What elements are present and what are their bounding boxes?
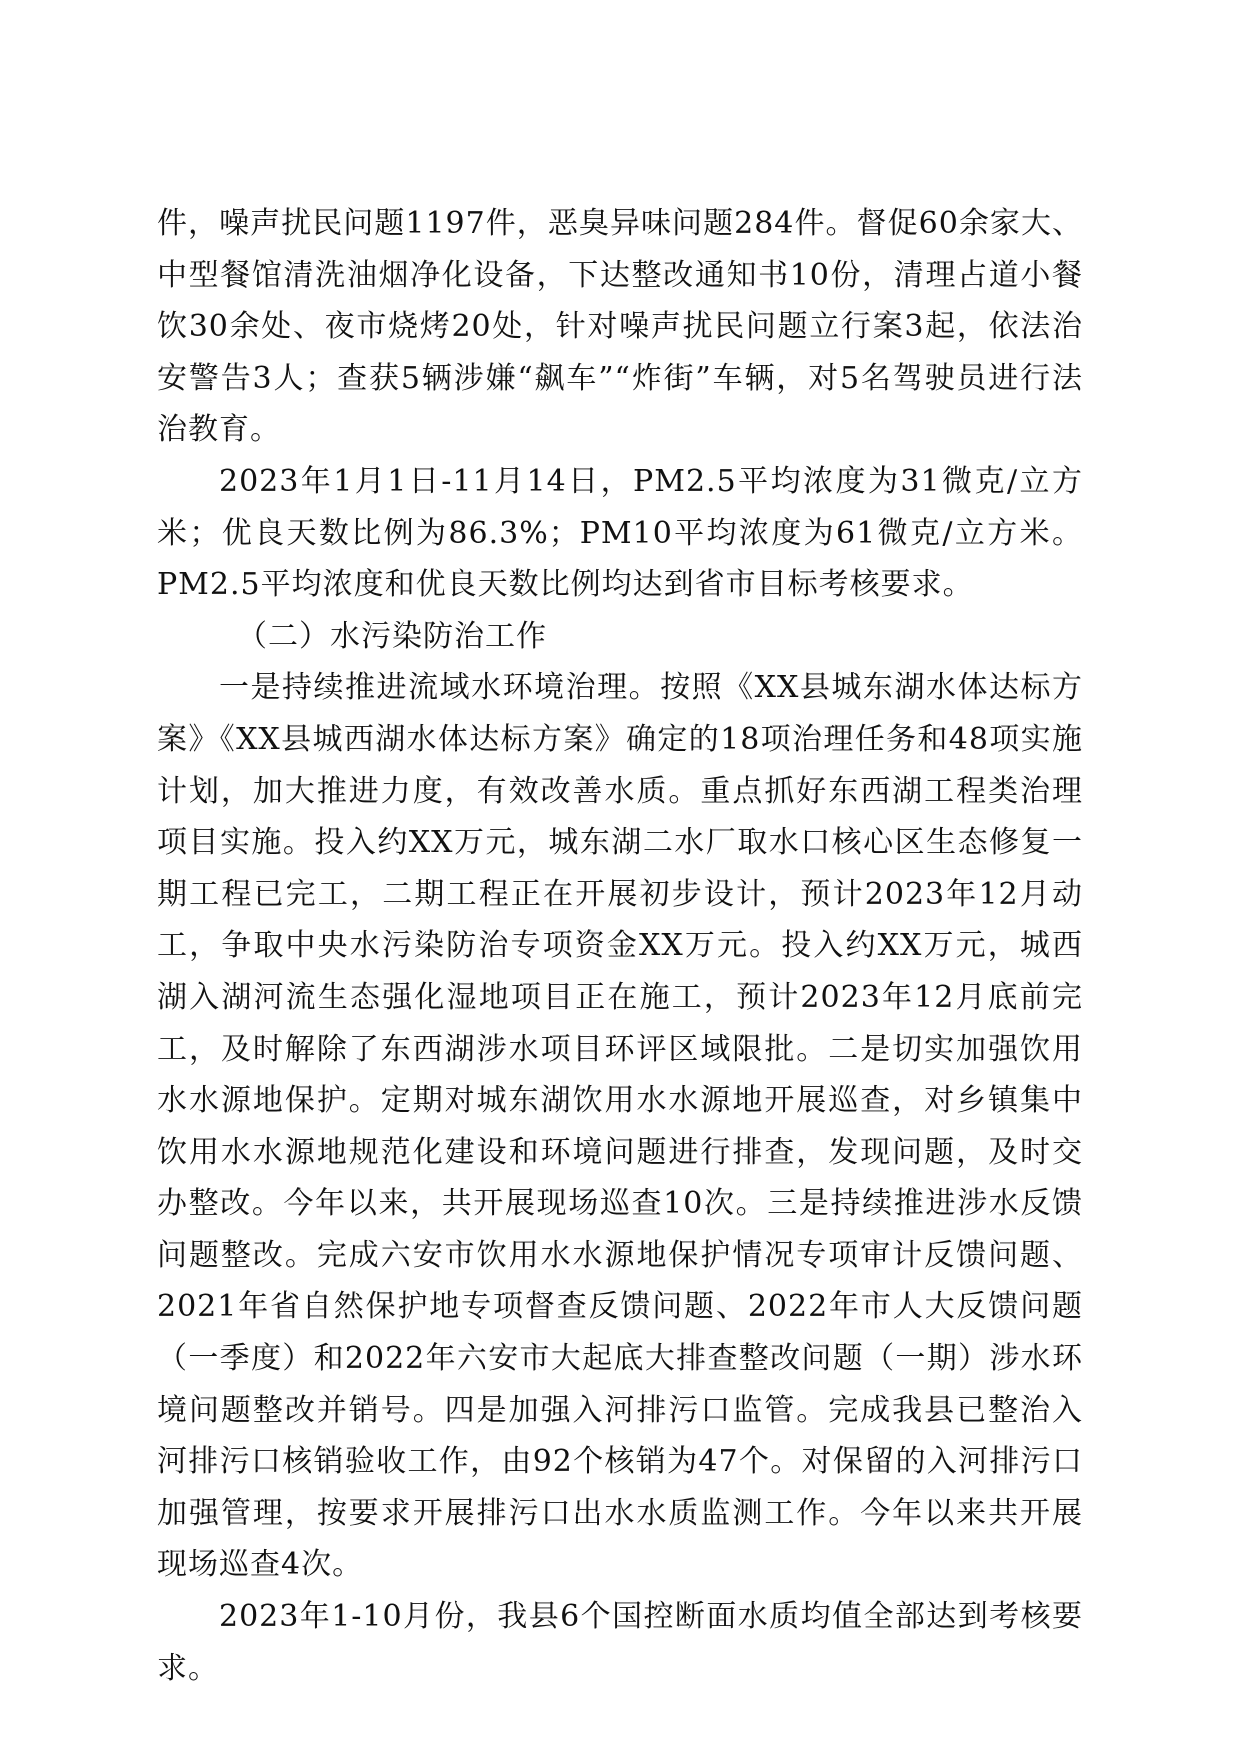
section-heading-water-pollution: （二）水污染防治工作 xyxy=(237,618,547,654)
paragraph-water-governance: 一是持续推进流域水环境治理。按照《XX县城东湖水体达标方案》《XX县城西湖水体达标方案》确定的18项治理任务和48项实施计划，加大推进力度，有效改善水质。重点抓好东西湖工程类治理项目实施。投入约XX万元，城东湖二水厂取水口核心区生态修复一期工程已完工，二期工程正在开展初步设计，预计2023年12月动工，争取中央水污染防治专项资金XX万元。投入约XX万元，城西湖入湖河流生态强化湿地项目正在施工，预计2023年12月底前完工，及时解除了东西湖涉水项目环评区域限批。二是切实加强饮用水水源地保护。定期对城东湖饮用水水源地开展巡查，对乡镇集中饮用水水源地规范化建设和环境问题进行排查，发现问题，及时交办整改。今年以来，共开展现场巡查10次。三是持续推进涉水反馈问题整改。完成六安市饮用水水源地保护情况专项审计反馈问题、2021年省自然保护地专项督查反馈问题、2022年市人大反馈问题（一季度）和2022年六安市大起底大排查整改问题（一期）涉水环境问题整改并销号。四是加强入河排污口监管。完成我县已整治入河排污口核销验收工作，由92个核销为47个。对保留的入河排污口加强管理，按要求开展排污口出水水质监测工作。今年以来共开展现场巡查4次。 xyxy=(157,670,1083,1583)
paragraph-water-quality-result: 2023年1-10月份，我县6个国控断面水质均值全部达到考核要求。 xyxy=(157,1599,1083,1686)
paragraph-air-quality-stats: 2023年1月1日-11月14日，PM2.5平均浓度为31微克/立方米；优良天数比例为86.3%；PM10平均浓度为61微克/立方米。PM2.5平均浓度和优良天数比例均达到省市目标考核要求。 xyxy=(157,463,1083,603)
paragraph-noise-complaints: 件，噪声扰民问题1197件，恶臭异味问题284件。督促60余家大、中型餐馆清洗油烟净化设备，下达整改通知书10份，清理占道小餐饮30余处、夜市烧烤20处，针对噪声扰民问题立行案3起，依法治安警告3人；查获5辆涉嫌“飙车”“炸街”车辆，对5名驾驶员进行法治教育。 xyxy=(157,206,1083,448)
document-body xyxy=(157,198,1083,1694)
